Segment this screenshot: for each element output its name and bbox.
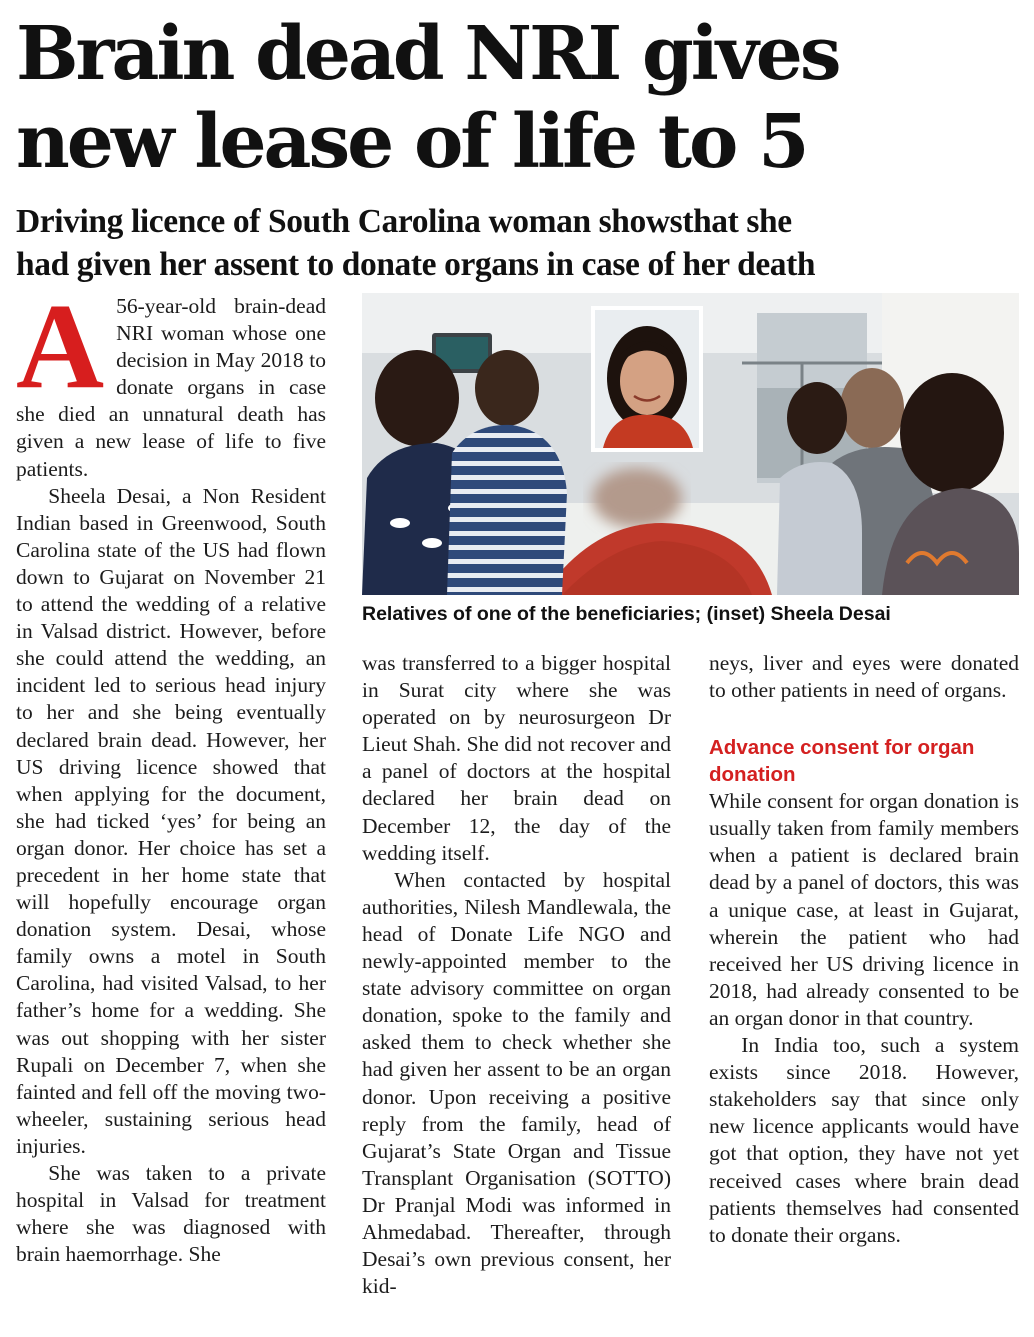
section-subheading: Advance consent for organ donation	[709, 736, 975, 787]
article-column-2	[362, 650, 671, 1300]
article-paragraph-cont: neys, liver and eyes were donated to other patients in need of organs.	[709, 651, 1019, 703]
drop-cap: A	[16, 279, 105, 414]
article-column-1	[16, 279, 326, 1268]
article-paragraph: Sheela Desai, a Non Resident Indian based in Greenwood, South Carolina state of the US had flown down to Gujarat on November 21 to attend the wedding of a relative in Valsad district. However, before she could attend the wedding, an incident led to serious head injury to her and she being eventually declared brain dead. However, her US driving licence showed that when applying for the document, she had ticked ‘yes’ for being an organ donor. Her choice has set a precedent in her home state that will hopefully encourage organ donation system. Desai, whose family owns a motel in South Carolina, had visited Valsad, to her father’s home for a wedding. She was out shopping with her sister Rupali on December 7, when she fainted and fell off the moving two-wheeler, sustaining serious head injuries.	[16, 483, 326, 1158]
article-paragraph: While consent for organ donation is usually taken from family members when a patient is declared brain dead by a panel of doctors, this was a unique case, at least in Gujarat, wherein the patient who had received her US driving licence in 2018, had already consented to be an organ donor in that country.	[709, 789, 1019, 1030]
photo-caption: Relatives of one of the beneficiaries; (inset) Sheela Desai	[362, 603, 891, 625]
article-paragraph: When contacted by hospital authorities, Nilesh Mandlewala, the head of Donate Life NGO and newly-appointed member to the state advisory committee on organ donation, spoke to the family and asked them to check whether she had given her assent to be an organ donor. Upon receiving a positive reply from the family, head of Gujarat’s State Organ and Tissue Transplant Organisation (SOTTO) Dr Pranjal Modi was informed in Ahmedabad. Thereafter, through Desai’s own previous consent, her kid-	[362, 867, 671, 1299]
article-column-3	[709, 650, 1019, 1249]
article-paragraph-cont: was transferred to a bigger hospital in Surat city where she was operated on by neurosurgeon Dr Lieut Shah. She did not recover and a panel of doctors at the hospital declared her brain dead on December 12, the day of the wedding itself.	[362, 651, 671, 865]
headline-line-1: Brain dead NRI gives	[16, 11, 839, 97]
hospital-scene-image	[362, 293, 1019, 595]
headline-line-2: new lease of life to 5	[16, 99, 807, 185]
lead-text: 56-year-old brain-dead NRI woman whose one decision in May 2018 to donate organs in case she died an unnatural death has given a new lease of life to five patients.	[16, 294, 326, 481]
article-paragraph	[16, 279, 326, 483]
article-paragraph: She was taken to a private hospital in Valsad for treatment where she was diagnosed with brain haemorrhage. She	[16, 1161, 326, 1267]
subheadline	[16, 200, 1026, 286]
article-paragraph: In India too, such a system exists since 2018. However, stakeholders say that since only new licence applicants would have got that option, they have not yet received cases where brain dead patients themselves had consented to donate their organs.	[709, 1033, 1019, 1247]
headline	[16, 10, 1026, 186]
subheadline-line-1: Driving licence of South Carolina woman showsthat she	[16, 203, 792, 240]
article-photo	[362, 293, 1019, 595]
subheadline-line-2: had given her assent to donate organs in case of her death	[16, 246, 816, 283]
